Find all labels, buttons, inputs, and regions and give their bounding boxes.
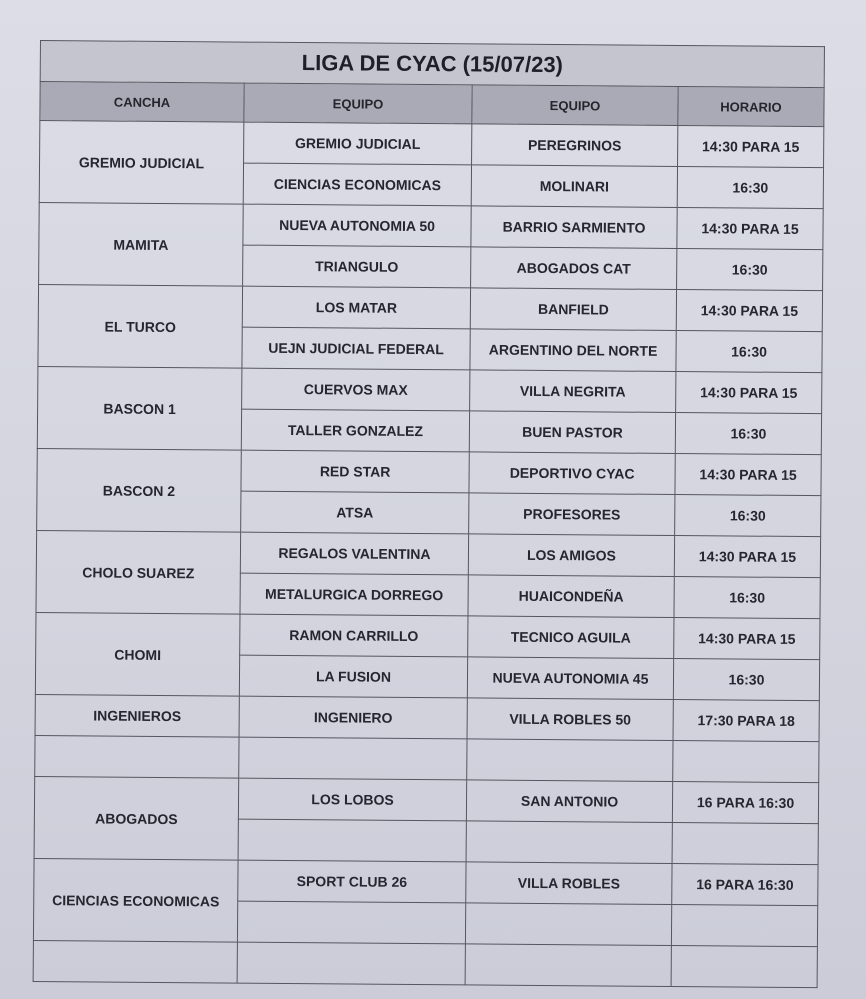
- horario-cell: 16 PARA 16:30: [672, 863, 818, 905]
- equipo-cell: CIENCIAS ECONOMICAS: [243, 163, 471, 206]
- horario-cell: [672, 822, 818, 864]
- cancha-cell: CHOLO SUAREZ: [36, 530, 241, 614]
- equipo-cell: [237, 901, 465, 944]
- equipo-cell: INGENIERO: [239, 696, 467, 739]
- cancha-cell: CHOMI: [35, 612, 240, 696]
- equipo-cell: PEREGRINOS: [472, 124, 678, 167]
- cancha-cell: BASCON 1: [37, 366, 242, 450]
- equipo-cell: RED STAR: [241, 450, 469, 493]
- equipo-cell: ABOGADOS CAT: [471, 247, 677, 290]
- table-row: [34, 858, 818, 905]
- horario-cell: 14:30 PARA 15: [676, 372, 822, 414]
- cancha-cell: [35, 735, 239, 778]
- horario-cell: 16:30: [676, 331, 822, 373]
- equipo-cell: BUEN PASTOR: [469, 411, 675, 454]
- equipo-cell: [465, 944, 671, 987]
- table-title: LIGA DE CYAC (15/07/23): [40, 41, 824, 88]
- horario-cell: 16 PARA 16:30: [672, 781, 818, 823]
- equipo-cell: VILLA ROBLES: [466, 862, 672, 905]
- horario-cell: 14:30 PARA 15: [675, 454, 821, 496]
- equipo-cell: RAMON CARRILLO: [240, 614, 468, 657]
- horario-cell: 16:30: [674, 576, 820, 618]
- fixture-table: [33, 40, 825, 988]
- equipo-cell: [237, 942, 465, 985]
- equipo-cell: ARGENTINO DEL NORTE: [470, 329, 676, 372]
- equipo-cell: [466, 821, 672, 864]
- cancha-cell: GREMIO JUDICIAL: [39, 121, 244, 205]
- table-row: [35, 694, 819, 741]
- equipo-cell: PROFESORES: [469, 493, 675, 536]
- equipo-cell: LOS LOBOS: [238, 778, 466, 821]
- cancha-cell: MAMITA: [39, 202, 244, 286]
- equipo-cell: [467, 739, 673, 782]
- header-horario: HORARIO: [678, 87, 824, 127]
- horario-cell: 16:30: [677, 249, 823, 291]
- equipo-cell: TRIANGULO: [243, 245, 471, 288]
- table-row: [40, 121, 824, 168]
- equipo-cell: MOLINARI: [471, 165, 677, 208]
- equipo-cell: TECNICO AGUILA: [468, 616, 674, 659]
- equipo-cell: ATSA: [241, 491, 469, 534]
- horario-cell: 17:30 PARA 18: [673, 699, 819, 741]
- header-cancha: CANCHA: [40, 82, 244, 123]
- equipo-cell: LOS AMIGOS: [468, 534, 674, 577]
- table-row: [33, 940, 817, 987]
- horario-cell: 14:30 PARA 15: [678, 126, 824, 168]
- equipo-cell: [465, 903, 671, 946]
- equipo-cell: NUEVA AUTONOMIA 50: [243, 204, 471, 247]
- table-row: [38, 284, 822, 331]
- cancha-cell: BASCON 2: [37, 448, 242, 532]
- fixture-body: [33, 121, 824, 988]
- horario-cell: 16:30: [673, 658, 819, 700]
- equipo-cell: UEJN JUDICIAL FEDERAL: [242, 327, 470, 370]
- horario-cell: [671, 945, 817, 987]
- table-row: [36, 612, 820, 659]
- table-row: [38, 366, 822, 413]
- equipo-cell: BARRIO SARMIENTO: [471, 206, 677, 249]
- cancha-cell: ABOGADOS: [34, 776, 239, 860]
- horario-cell: 14:30 PARA 15: [674, 535, 820, 577]
- equipo-cell: NUEVA AUTONOMIA 45: [467, 657, 673, 700]
- table-row: [39, 202, 823, 249]
- cancha-cell: [33, 940, 237, 983]
- horario-cell: 16:30: [677, 167, 823, 209]
- equipo-cell: LA FUSION: [239, 655, 467, 698]
- cancha-cell: EL TURCO: [38, 284, 243, 368]
- table-row: [37, 448, 821, 495]
- equipo-cell: LOS MATAR: [242, 286, 470, 329]
- equipo-cell: SAN ANTONIO: [466, 780, 672, 823]
- equipo-cell: HUAICONDEÑA: [468, 575, 674, 618]
- cancha-cell: CIENCIAS ECONOMICAS: [33, 858, 238, 942]
- equipo-cell: TALLER GONZALEZ: [241, 409, 469, 452]
- header-equipo-1: EQUIPO: [244, 83, 472, 124]
- table-row: [36, 530, 820, 577]
- equipo-cell: GREMIO JUDICIAL: [244, 122, 472, 165]
- table-row: [34, 776, 818, 823]
- horario-cell: [671, 904, 817, 946]
- header-row: [40, 82, 824, 127]
- equipo-cell: VILLA NEGRITA: [470, 370, 676, 413]
- equipo-cell: METALURGICA DORREGO: [240, 573, 468, 616]
- equipo-cell: CUERVOS MAX: [242, 368, 470, 411]
- equipo-cell: REGALOS VALENTINA: [240, 532, 468, 575]
- equipo-cell: DEPORTIVO CYAC: [469, 452, 675, 495]
- cancha-cell: INGENIEROS: [35, 694, 239, 737]
- horario-cell: 14:30 PARA 15: [676, 290, 822, 332]
- equipo-cell: VILLA ROBLES 50: [467, 698, 673, 741]
- equipo-cell: [238, 819, 466, 862]
- equipo-cell: BANFIELD: [470, 288, 676, 331]
- table-row: [35, 735, 819, 782]
- equipo-cell: [239, 737, 467, 780]
- header-equipo-2: EQUIPO: [472, 85, 678, 126]
- horario-cell: 14:30 PARA 15: [677, 208, 823, 250]
- horario-cell: [673, 740, 819, 782]
- equipo-cell: SPORT CLUB 26: [238, 860, 466, 903]
- horario-cell: 14:30 PARA 15: [674, 617, 820, 659]
- horario-cell: 16:30: [675, 495, 821, 537]
- horario-cell: 16:30: [675, 413, 821, 455]
